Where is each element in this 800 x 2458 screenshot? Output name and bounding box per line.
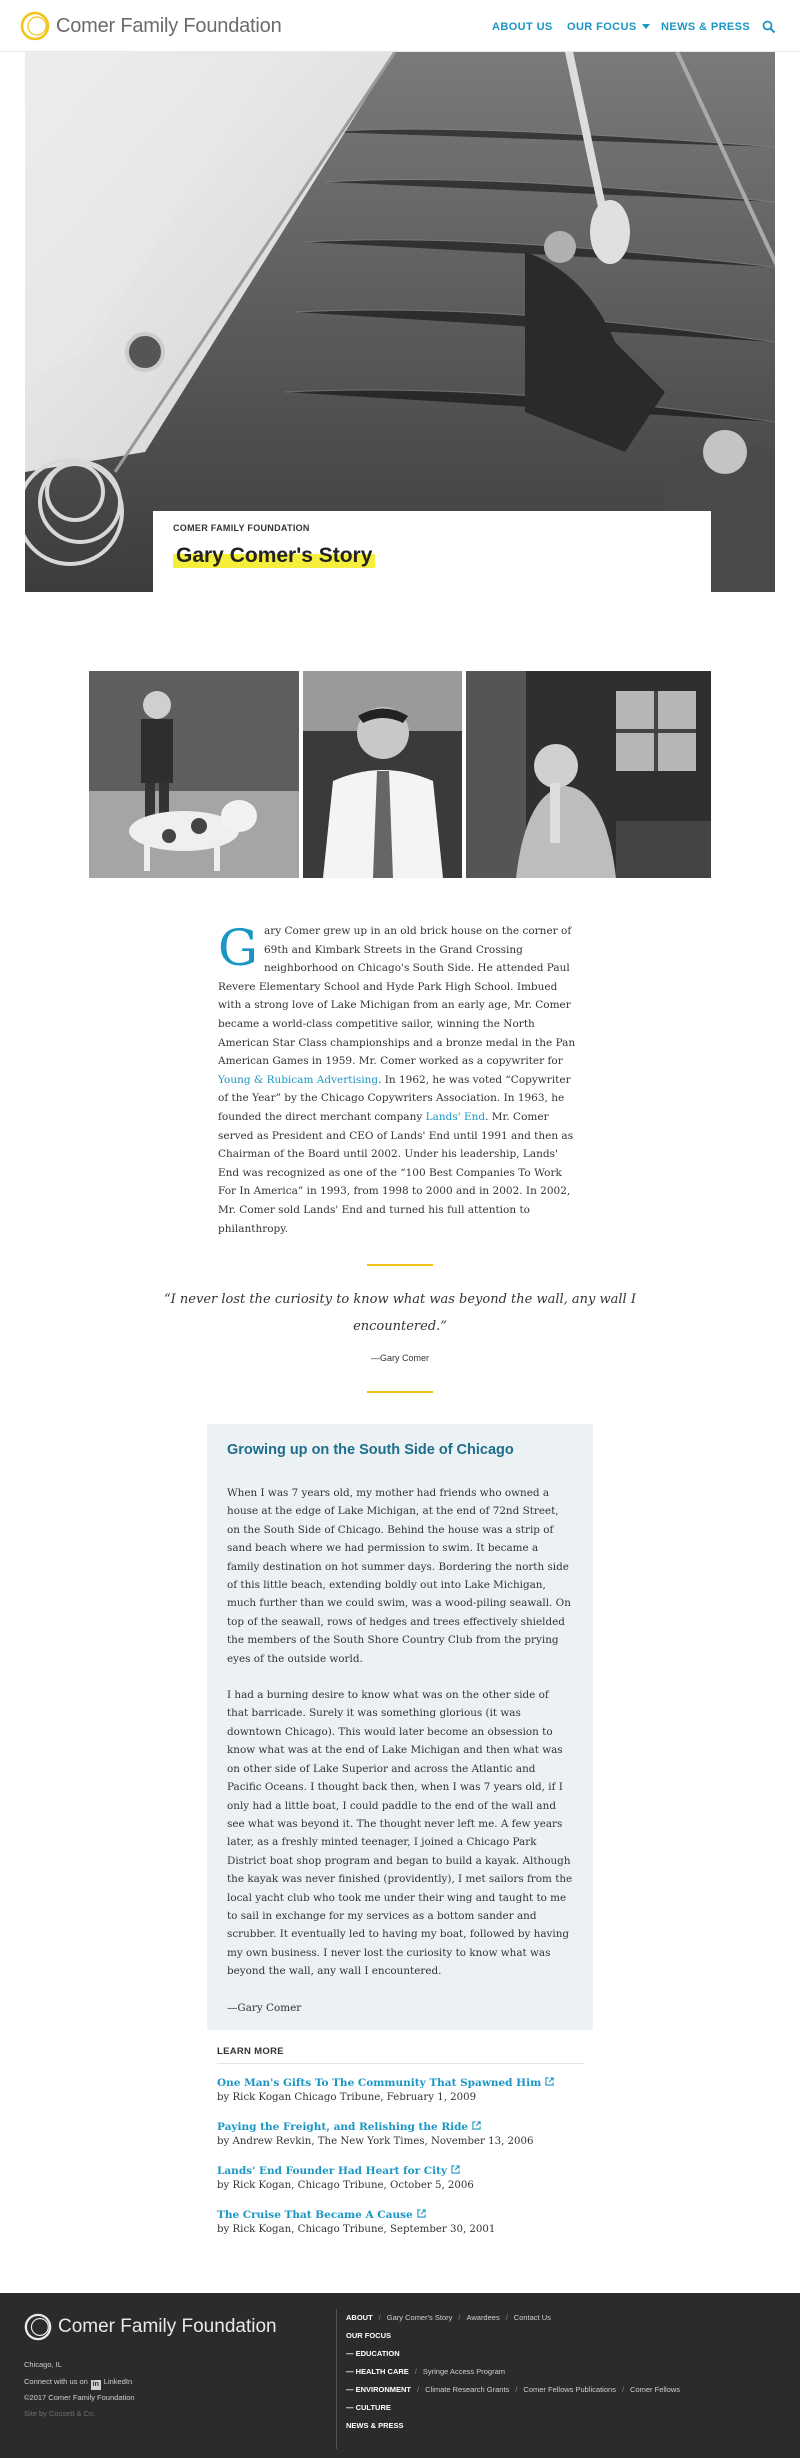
site-header bbox=[0, 0, 800, 52]
sidebox-body bbox=[227, 1484, 573, 2035]
external-link-icon bbox=[451, 2165, 460, 2174]
chevron-down-icon bbox=[642, 24, 650, 29]
footer-nav-news-row bbox=[346, 2421, 404, 2430]
footer-connect-label: Connect with us on bbox=[24, 2377, 88, 2386]
article-byline: by Andrew Revkin, The New York Times, November 13, 2006 bbox=[217, 2136, 534, 2147]
footer-nav-about-row: ABOUT / Gary Comer's Story / Awardees / Contact Us bbox=[346, 2313, 551, 2322]
footer-nav-education-row bbox=[346, 2349, 400, 2358]
learn-more-item bbox=[217, 2073, 584, 2103]
footer-nav-news[interactable]: NEWS & PRESS bbox=[346, 2421, 404, 2430]
article-byline: by Rick Kogan Chicago Tribune, February 1, 2009 bbox=[217, 2092, 477, 2103]
footer-nav-education[interactable]: — EDUCATION bbox=[346, 2349, 400, 2358]
external-link-icon bbox=[472, 2121, 481, 2130]
logo-circle-icon bbox=[24, 2313, 52, 2341]
article-link[interactable]: Lands' End Founder Had Heart for City bbox=[217, 2165, 448, 2177]
quote-divider-bottom bbox=[367, 1391, 433, 1393]
site-footer bbox=[0, 2293, 800, 2458]
learn-more-heading: LEARN MORE bbox=[217, 2046, 584, 2064]
footer-linkedin-link[interactable]: LinkedIn bbox=[103, 2377, 133, 2386]
footer-nav-climate[interactable]: Climate Research Grants bbox=[425, 2385, 510, 2394]
external-link-icon bbox=[417, 2209, 426, 2218]
sidebox-signature: —Gary Comer bbox=[227, 2001, 302, 2014]
sidebox-title: Growing up on the South Side of Chicago bbox=[227, 1442, 514, 1458]
footer-copyright: ©2017 Comer Family Foundation bbox=[24, 2393, 135, 2402]
photo-boy-with-dog bbox=[89, 671, 299, 878]
article-link[interactable]: The Cruise That Became A Cause bbox=[217, 2209, 413, 2221]
footer-nav-environment[interactable]: — ENVIRONMENT bbox=[346, 2385, 412, 2394]
quote-attribution: —Gary Comer bbox=[370, 1353, 429, 1363]
footer-logo[interactable] bbox=[24, 2313, 277, 2341]
footer-nav-focus-row bbox=[346, 2331, 391, 2340]
footer-nav-publications[interactable]: Comer Fellows Publications bbox=[523, 2385, 616, 2394]
sidebox-paragraph-1: When I was 7 years old, my mother had friends who owned a house at the edge of Lake Michigan, at the end of 72nd Street, on the South Side of Chicago. Behind the house was a strip of sand beach where we had permission to swim. It became a family destination on hot summer days. Bordering the north side of this little beach, extending boldly out into Lake Michigan, much further than we could swim, was a wood-piling seawall. On top of the seawall, rows of hedges and trees effectively shielded the members of the South Shore Country Club from the prying eyes of the outside world. bbox=[227, 1487, 571, 1665]
footer-nav-about[interactable]: ABOUT bbox=[346, 2313, 373, 2322]
article-byline: by Rick Kogan, Chicago Tribune, October 5, 2006 bbox=[217, 2180, 474, 2191]
story-text-3: . Mr. Comer served as President and CEO of Lands' End until 1991 and then as Chairman of the Board until 2002. Under his leadership, Lands' End was recognized as one of the “100 Best Companies To Work For In America” in 1993, from 1998 to 2000 and in 2002. In 2002, Mr. Comer sold Lands' End and turned his full attention to philanthropy. bbox=[218, 1110, 574, 1235]
footer-nav-culture-row bbox=[346, 2403, 391, 2412]
lands-end-link[interactable]: Lands' End bbox=[425, 1110, 486, 1123]
logo-text: Comer Family Foundation bbox=[56, 14, 282, 37]
drop-cap: G bbox=[218, 919, 258, 977]
story-body bbox=[218, 919, 581, 1238]
footer-nav-culture[interactable]: — CULTURE bbox=[346, 2403, 391, 2412]
footer-nav-story[interactable]: Gary Comer's Story bbox=[386, 2313, 453, 2322]
main-nav bbox=[0, 21, 800, 37]
footer-nav-environment-row: — ENVIRONMENT / Climate Research Grants / Comer Fellows Publications / Comer Fellows bbox=[346, 2385, 681, 2394]
footer-nav-contact[interactable]: Contact Us bbox=[513, 2313, 551, 2322]
sidebox-paragraph-2: I had a burning desire to know what was on the other side of that barricade. Surely it was something glorious (it was downtown Chicago). This would later become an obsession to know what was at the end of Lake Michigan and then what was on other side of Lake Superior and across the Atlantic and Pacific Oceans. I thought back then, when I was 7 years old, if I only had a little boat, I could paddle to the end of the wall and see what was beyond it. The thought never left me. A few years later, as a freshly minted teenager, I joined a Chicago Park District boat shop program and began to build a kayak. Although the kayak was never finished (providently), I met sailors from the local yacht club who took me under their wing and taught to me to sail in exchange for my services as a bottom sander and scrubber. It eventually led to having my boat, followed by having my own business. I never lost the curiosity to know what was beyond the wall, any wall I encountered. bbox=[227, 1689, 573, 1978]
south-side-story-box bbox=[207, 1424, 593, 2030]
nav-news-press[interactable]: NEWS & PRESS bbox=[661, 21, 751, 33]
article-link[interactable]: Paying the Freight, and Relishing the Ride bbox=[217, 2121, 469, 2133]
article-link[interactable]: One Man's Gifts To The Community That Spawned Him bbox=[217, 2077, 542, 2089]
page-title: Gary Comer's Story bbox=[173, 544, 375, 568]
footer-location: Chicago, IL bbox=[24, 2360, 62, 2369]
footer-logo-text: Comer Family Foundation bbox=[58, 2316, 277, 2337]
nav-our-focus-label: OUR FOCUS bbox=[567, 21, 637, 33]
hero-eyebrow: COMER FAMILY FOUNDATION bbox=[173, 523, 310, 533]
hero-title-card bbox=[153, 511, 711, 592]
footer-divider bbox=[336, 2309, 337, 2449]
footer-nav-health-row: — HEALTH CARE / Syringe Access Program bbox=[346, 2367, 505, 2376]
nav-about-us[interactable]: ABOUT US bbox=[492, 21, 553, 33]
learn-more-item bbox=[217, 2161, 584, 2191]
footer-nav-awardees[interactable]: Awardees bbox=[466, 2313, 500, 2322]
footer-credit[interactable]: Site by Cossett & Co. bbox=[24, 2409, 96, 2418]
learn-more-item bbox=[217, 2205, 584, 2235]
footer-nav-health[interactable]: — HEALTH CARE bbox=[346, 2367, 409, 2376]
learn-more-item bbox=[217, 2117, 584, 2147]
footer-connect bbox=[24, 2377, 132, 2390]
pull-quote: “I never lost the curiosity to know what was beyond the wall, any wall I encountered.” bbox=[164, 1292, 636, 1334]
article-byline: by Rick Kogan, Chicago Tribune, September 30, 2001 bbox=[217, 2224, 496, 2235]
nav-our-focus[interactable] bbox=[567, 21, 650, 33]
young-rubicam-link[interactable]: Young & Rubicam Advertising bbox=[218, 1073, 379, 1086]
search-icon[interactable] bbox=[762, 20, 776, 34]
external-link-icon bbox=[545, 2077, 554, 2086]
story-text-1: ary Comer grew up in an old brick house on the corner of 69th and Kimbark Streets in the Grand Crossing neighborhood on Chicago's South Side. He attended Paul Revere Elementary School and Hyde Park High School. Imbued with a strong love of Lake Michigan from an early age, Mr. Comer became a world-class competitive sailor, winning the North American Star Class championships and a bronze medal in the Pan American Games in 1959. Mr. Comer worked as a copywriter for bbox=[218, 925, 576, 1068]
footer-nav-syringe[interactable]: Syringe Access Program bbox=[422, 2367, 505, 2376]
linkedin-icon[interactable]: in bbox=[92, 2381, 99, 2388]
footer-nav-fellows[interactable]: Comer Fellows bbox=[630, 2385, 681, 2394]
story-text-2: . In 1962, he was voted “Copywriter of the Year” by the Chicago Copywriters Association. In 1963, he founded the direct merchant company bbox=[218, 1073, 571, 1123]
footer-nav-focus[interactable]: OUR FOCUS bbox=[346, 2331, 391, 2340]
learn-more bbox=[217, 2046, 584, 2235]
quote-divider-top bbox=[367, 1264, 433, 1266]
photo-man-by-window bbox=[466, 671, 711, 878]
photo-young-man-in-tie bbox=[303, 671, 462, 878]
